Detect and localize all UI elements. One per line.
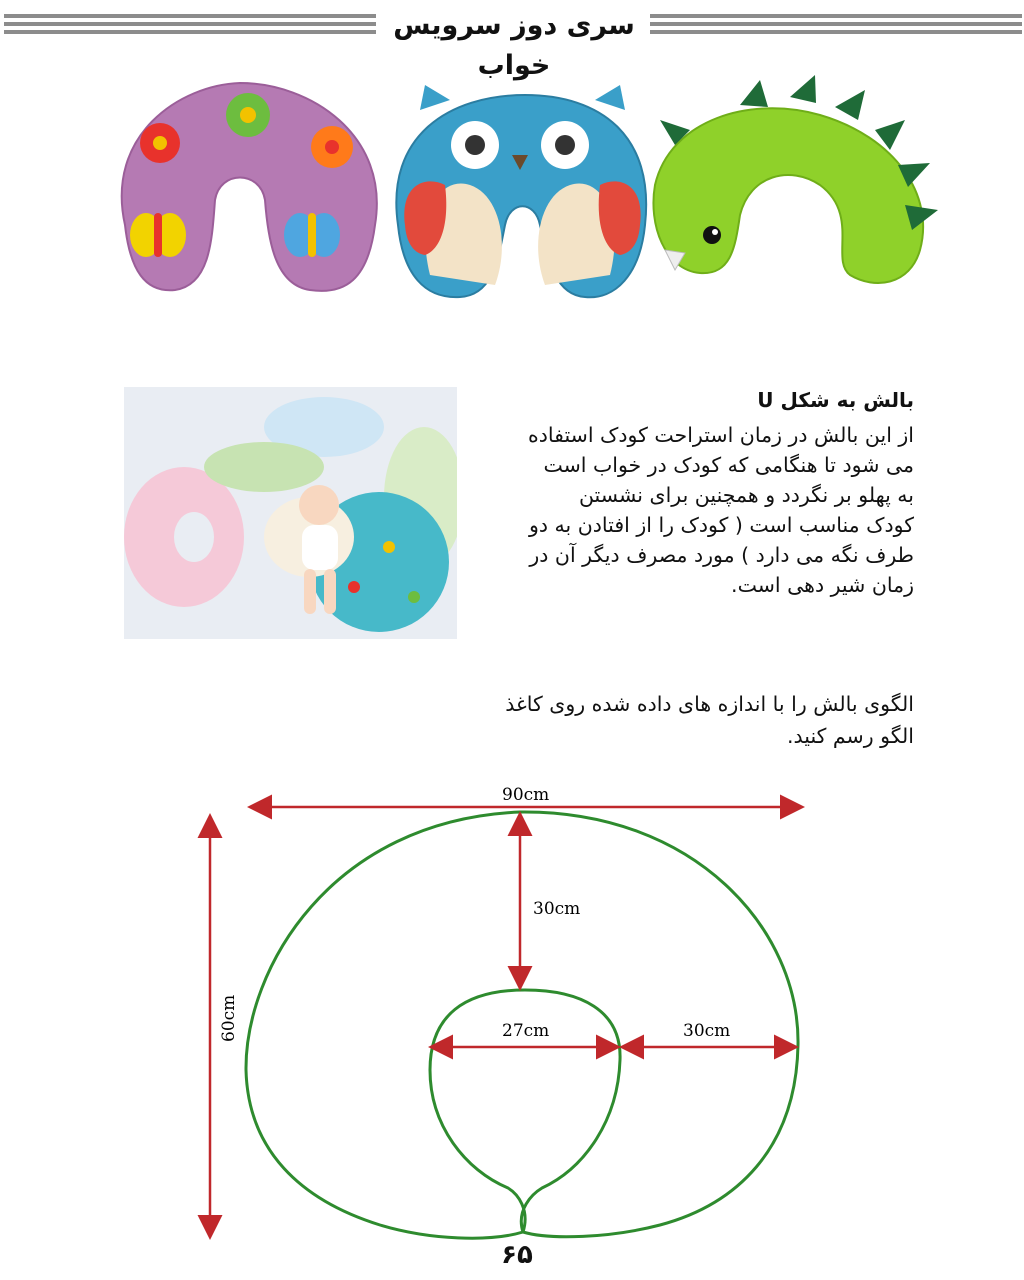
width-label: 90cm — [502, 785, 550, 805]
header-rule-right — [650, 14, 1022, 40]
paragraph-line: طرف نگه می دارد ) مورد مصرف دیگر آن در — [529, 543, 914, 567]
pillow-pattern-diagram — [190, 780, 830, 1240]
page-number: ۶۵ — [501, 1240, 533, 1270]
product-photo-strip — [100, 75, 950, 315]
inner-width-label: 27cm — [502, 1021, 550, 1041]
paragraph-line: از این بالش در زمان استراحت کودک استفاده — [528, 423, 914, 447]
instruction-line: الگو رسم کنید. — [786, 724, 914, 748]
section-paragraph — [460, 420, 914, 600]
instruction-line: الگوی بالش را با اندازه های داده شده روی کاغذ — [505, 692, 914, 716]
owl-pillow — [396, 85, 646, 297]
paragraph-line: کودک مناسب است ( کودک را از افتادن به دو — [528, 513, 914, 537]
dinosaur-pillow — [653, 75, 938, 283]
page-header-title: سری دوز سرویس خواب — [383, 6, 645, 46]
paragraph-line: زمان شیر دهی است. — [731, 573, 914, 597]
paragraph-line: به پهلو بر نگردد و همچنین برای نشستن — [578, 483, 914, 507]
height-label: 60cm — [219, 994, 239, 1042]
paragraph-line: می شود تا هنگامی که کودک در خواب است — [543, 453, 914, 477]
baby-pillows-photo — [124, 387, 457, 639]
header-rule-left — [4, 14, 376, 40]
side-width-label: 30cm — [683, 1021, 731, 1041]
flower-butterfly-pillow — [122, 83, 377, 291]
top-gap-label: 30cm — [533, 899, 581, 919]
pattern-instructions — [440, 688, 914, 752]
section-heading: بالش به شکل U — [757, 388, 914, 412]
